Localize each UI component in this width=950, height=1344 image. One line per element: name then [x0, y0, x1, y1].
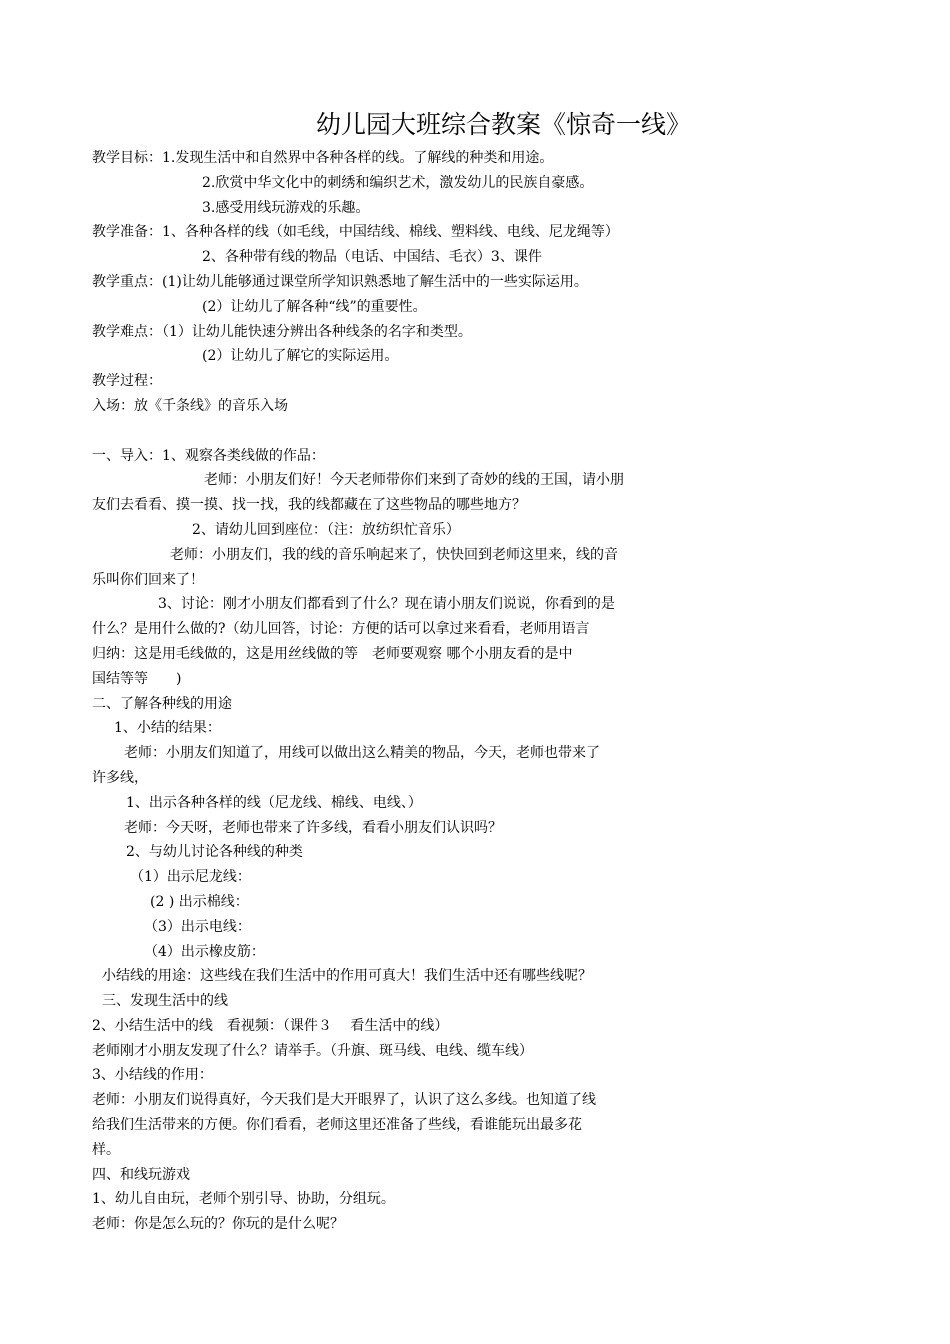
list-item: (2 ) 出示棉线： — [150, 893, 249, 910]
paragraph-line: 样。 — [92, 1141, 120, 1158]
entrance-line: 入场：放《千条线》的音乐入场 — [92, 397, 288, 414]
paragraph-line: 什么？是用什么做的?（幼儿回答，讨论：方便的话可以拿过来看看，老师用语言 — [92, 621, 590, 638]
paragraph-line: 乐叫你们回来了！ — [92, 571, 204, 588]
goal-line-3: 3.感受用线玩游戏的乐趣。 — [202, 199, 370, 216]
section-1-heading: 一、导入：1、观察各类线做的作品： — [92, 447, 325, 464]
paragraph-line: 老师：今天呀，老师也带来了许多线，看看小朋友们认识吗？ — [124, 819, 502, 836]
list-item: （4）出示橡皮筋： — [144, 943, 265, 960]
document-body — [92, 146, 882, 1237]
paragraph-line: 2、请幼儿回到座位：（注：放纺织忙音乐） — [192, 521, 460, 538]
paragraph-line: 许多线， — [92, 769, 148, 786]
blank-line — [92, 419, 882, 444]
paragraph-line: 老师：小朋友们说得真好，今天我们是大开眼界了，认识了这么多线。也知道了线 — [92, 1092, 596, 1109]
key-point-line-2: (2）让幼儿了解各种“线”的重要性。 — [202, 298, 427, 315]
paragraph-line: 老师：小朋友们，我的线的音乐响起来了，快快回到老师这里来，线的音 — [170, 546, 618, 563]
list-item: （3）出示电线： — [144, 918, 251, 935]
section-4-heading: 四、和线玩游戏 — [92, 1166, 190, 1183]
paragraph-line: 小结线的用途：这些线在我们生活中的作用可真大！我们生活中还有哪些线呢？ — [102, 968, 592, 985]
paragraph-line: 1、小结的结果： — [114, 720, 221, 737]
prep-line-2: 2、各种带有线的物品（电话、中国结、毛衣）3、课件 — [202, 249, 542, 266]
paragraph-line: 归纳：这是用毛线做的，这是用丝线做的等 老师要观察 哪个小朋友看的是中 — [92, 645, 573, 662]
prep-line-1: 教学准备：1、各种各样的线（如毛线，中国结线、棉线、塑料线、电线、尼龙绳等） — [92, 224, 619, 241]
paragraph-line: 1、幼儿自由玩，老师个别引导、协助，分组玩。 — [92, 1191, 395, 1208]
difficulty-line-2: (2）让幼儿了解它的实际运用。 — [202, 348, 399, 365]
paragraph-line: 2、与幼儿讨论各种线的种类 — [126, 844, 303, 861]
paragraph-line: 2、小结生活中的线 看视频：（课件３ 看生活中的线） — [92, 1017, 449, 1034]
paragraph-line: 友们去看看、摸一摸、找一找，我的线都藏在了这些物品的哪些地方？ — [92, 497, 526, 514]
paragraph-line: 3、小结线的作用： — [92, 1067, 213, 1084]
key-point-line-1: 教学重点：(1)让幼儿能够通过课堂所学知识熟悉地了解生活中的一些实际运用。 — [92, 273, 588, 290]
paragraph-line: 老师：你是怎么玩的？你玩的是什么呢？ — [92, 1216, 344, 1233]
paragraph-line: 给我们生活带来的方便。你们看看，老师这里还准备了些线，看谁能玩出最多花 — [92, 1117, 582, 1134]
list-item: （1）出示尼龙线： — [130, 869, 251, 886]
section-3-heading: 三、发现生活中的线 — [102, 993, 228, 1010]
section-2-heading: 二、了解各种线的用途 — [92, 695, 232, 712]
goal-line-2: 2.欣赏中华文化中的刺绣和编织艺术，激发幼儿的民族自豪感。 — [202, 174, 594, 191]
goal-line-1: 教学目标：1.发现生活中和自然界中各种各样的线。了解线的种类和用途。 — [92, 150, 554, 166]
difficulty-line-1: 教学难点：（1）让幼儿能快速分辨出各种线条的名字和类型。 — [92, 323, 472, 340]
process-heading: 教学过程： — [92, 373, 162, 390]
paragraph-line: 老师刚才小朋友发现了什么？请举手。（升旗、斑马线、电线、缆车线） — [92, 1042, 533, 1059]
document-title: 幼儿园大班综合教案《惊奇一线》 — [316, 110, 692, 139]
paragraph-line: 老师：小朋友们知道了，用线可以做出这么精美的物品，今天，老师也带来了 — [124, 745, 600, 762]
paragraph-line: 1、出示各种各样的线（尼龙线、棉线、电线、） — [126, 794, 422, 811]
paragraph-line: 老师：小朋友们好！今天老师带你们来到了奇妙的线的王国，请小朋 — [204, 472, 624, 489]
paragraph-line: 3、讨论：刚才小朋友们都看到了什么？现在请小朋友们说说，你看到的是 — [158, 596, 615, 613]
paragraph-line: 国结等等 ) — [92, 670, 182, 687]
